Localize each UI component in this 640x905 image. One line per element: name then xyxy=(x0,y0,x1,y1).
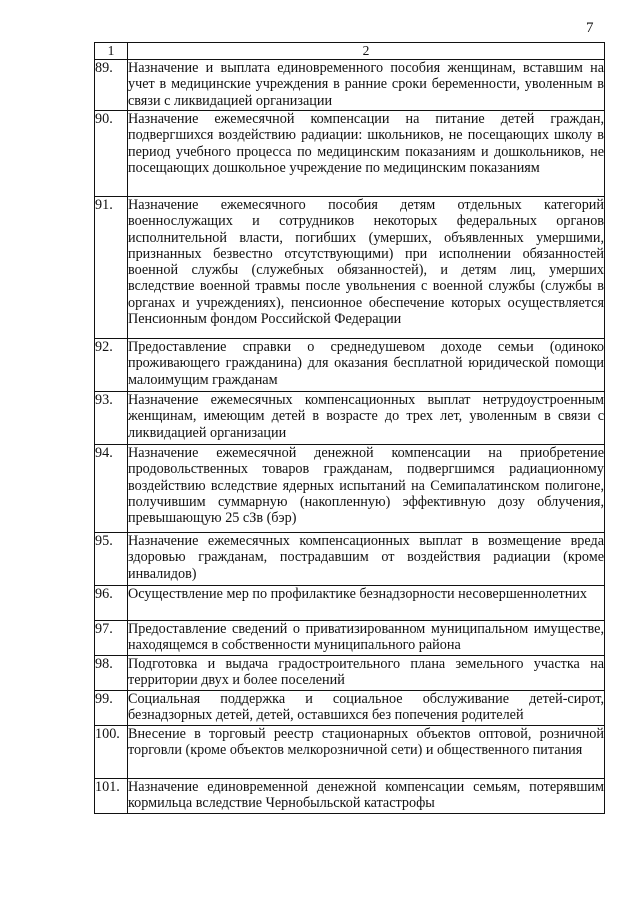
row-number: 89. xyxy=(95,60,128,111)
row-text: Назначение ежемесячных компенсационных выплат нетрудоустроенным женщинам, имеющим детей в возрасте до трех лет, уволенным в связи с ликвидацией организации xyxy=(128,392,605,445)
row-text: Назначение ежемесячного пособия детям отдельных категорий военнослужащих и сотрудников некоторых федеральных органов исполнительной власти, погибших (умерших, объявленных умершими, признанных безвестно отсутствующими) при исполнении обязанностей военной службы (служебных обязанностей), и детям лиц, умерших вследствие военной травмы после увольнения с военной службы (службы в органах и учреждениях), пенсионное обеспечение которых осуществляется Пенсионным фондом Российской Федерации xyxy=(128,197,605,339)
row-number: 95. xyxy=(95,533,128,586)
table-row xyxy=(95,197,605,339)
column-header-service: 2 xyxy=(128,43,605,60)
column-header-number: 1 xyxy=(95,43,128,60)
table-row xyxy=(95,111,605,197)
table-row xyxy=(95,779,605,814)
row-text: Назначение ежемесячной компенсации на питание детей граждан, подвергшихся воздействию радиации: школьников, не посещающих школу в период учебного процесса по медицинским показаниям и дошкольников, не посещающих дошкольное учреждение по медицинским показаниям xyxy=(128,111,605,197)
row-number: 90. xyxy=(95,111,128,197)
table-row xyxy=(95,392,605,445)
row-text: Назначение ежемесячных компенсационных выплат в возмещение вреда здоровью гражданам, пострадавшим от воздействия радиации (кроме инвалидов) xyxy=(128,533,605,586)
row-number: 91. xyxy=(95,197,128,339)
table-row xyxy=(95,339,605,392)
row-text: Предоставление сведений о приватизированном муниципальном имуществе, находящемся в собственности муниципального района xyxy=(128,621,605,656)
row-text: Предоставление справки о среднедушевом доходе семьи (одиноко проживающего гражданина) для оказания бесплатной юридической помощи малоимущим гражданам xyxy=(128,339,605,392)
table-row xyxy=(95,445,605,533)
row-number: 98. xyxy=(95,656,128,691)
row-text: Внесение в торговый реестр стационарных объектов оптовой, розничной торговли (кроме объектов мелкорозничной сети) и общественного питания xyxy=(128,726,605,779)
row-number: 97. xyxy=(95,621,128,656)
row-number: 94. xyxy=(95,445,128,533)
row-text: Осуществление мер по профилактике безнадзорности несовершеннолетних xyxy=(128,586,605,621)
table-header-row xyxy=(95,43,605,60)
table-row xyxy=(95,656,605,691)
row-text: Назначение единовременной денежной компенсации семьям, потерявшим кормильца вследствие Чернобыльской катастрофы xyxy=(128,779,605,814)
row-number: 99. xyxy=(95,691,128,726)
page-number: 7 xyxy=(586,20,594,36)
table-row xyxy=(95,533,605,586)
table-row xyxy=(95,726,605,779)
row-number: 92. xyxy=(95,339,128,392)
table-row xyxy=(95,586,605,621)
row-number: 93. xyxy=(95,392,128,445)
row-text: Подготовка и выдача градостроительного плана земельного участка на территории двух и более поселений xyxy=(128,656,605,691)
table-row xyxy=(95,60,605,111)
row-text: Социальная поддержка и социальное обслуживание детей-сирот, безнадзорных детей, детей, оставшихся без попечения родителей xyxy=(128,691,605,726)
table-row xyxy=(95,691,605,726)
row-number: 101. xyxy=(95,779,128,814)
row-text: Назначение ежемесячной денежной компенсации на приобретение продовольственных товаров гражданам, подвергшимся радиационному воздействию вследствие ядерных испытаний на Семипалатинском полигоне, получившим суммарную (накопленную) эффективную дозу облучения, превышающую 25 сЗв (бэр) xyxy=(128,445,605,533)
row-number: 100. xyxy=(95,726,128,779)
row-text: Назначение и выплата единовременного пособия женщинам, вставшим на учет в медицинские учреждения в ранние сроки беременности, уволенным в связи с ликвидацией организации xyxy=(128,60,604,109)
services-table xyxy=(94,42,605,814)
table-row xyxy=(95,621,605,656)
row-number: 96. xyxy=(95,586,128,621)
